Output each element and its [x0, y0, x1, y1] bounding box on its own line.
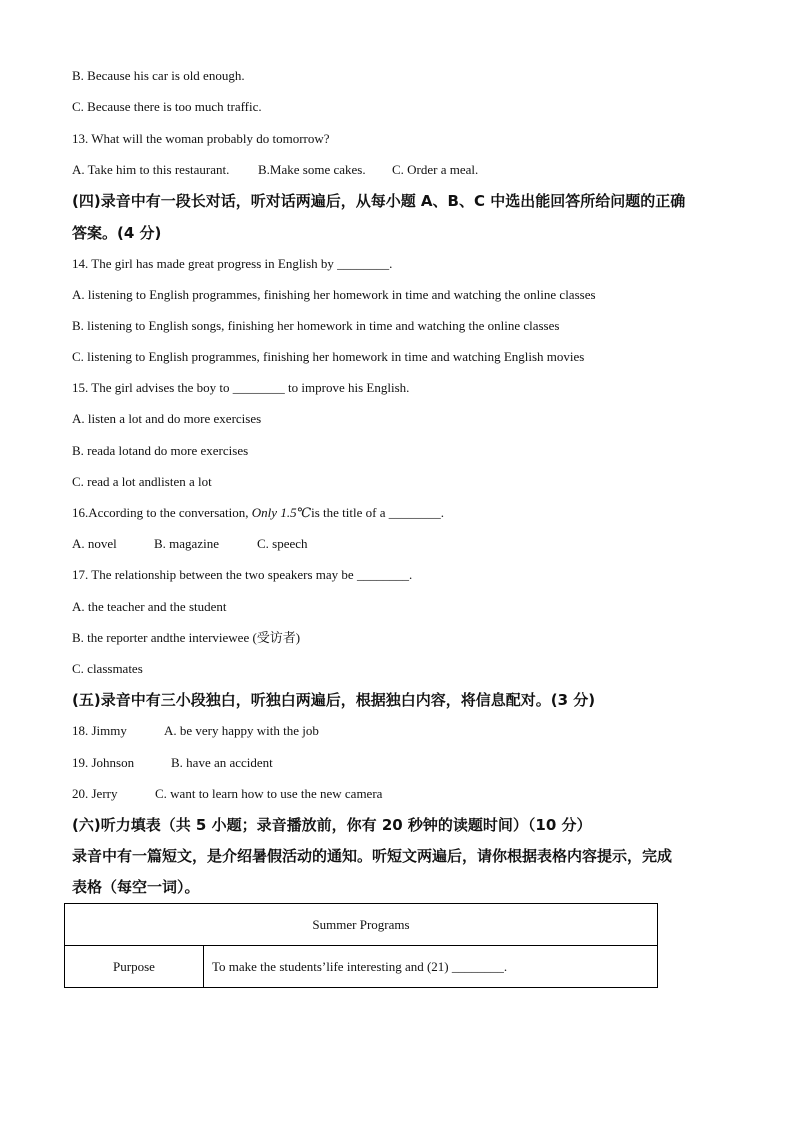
option-line: C. read a lot andlisten a lot: [72, 474, 212, 489]
match-name: 20. Jerry: [72, 786, 118, 801]
question-16-text: is the title of a ________.: [311, 505, 444, 520]
option-line: A. listen a lot and do more exercises: [72, 411, 262, 426]
question-16-text: 16.According to the conversation,: [72, 505, 252, 520]
question-13: 13. What will the woman probably do tomorrow?: [72, 131, 330, 146]
option-line: A. the teacher and the student: [72, 599, 227, 614]
option-line: B. Because his car is old enough.: [72, 68, 245, 83]
match-row: [72, 786, 382, 802]
table-row-value: To make the students’life interesting and (21) ________.: [204, 946, 658, 988]
section-5-heading: (五)录音中有三小段独白，听独白两遍后，根据独白内容，将信息配对。(3 分): [72, 691, 596, 709]
option-a: A. novel: [72, 536, 117, 551]
question-15: 15. The girl advises the boy to ________ to improve his English.: [72, 380, 410, 395]
option-line: C. Because there is too much traffic.: [72, 99, 262, 114]
table-row: [65, 946, 658, 988]
question-16-options: [72, 536, 308, 552]
table-title: Summer Programs: [65, 904, 658, 946]
option-b: B.Make some cakes.: [258, 162, 366, 177]
option-line: B. the reporter andthe interviewee (受访者): [72, 630, 301, 645]
option-a: A. Take him to this restaurant.: [72, 162, 230, 177]
section-4-heading: (四)录音中有一段长对话，听对话两遍后，从每小题 A、B、C 中选出能回答所给问题的正确: [72, 192, 686, 210]
option-line: B. listening to English songs, finishing her homework in time and watching the online classes: [72, 318, 560, 333]
match-option: A. be very happy with the job: [164, 723, 319, 738]
option-c: C. Order a meal.: [392, 162, 479, 177]
option-line: C. classmates: [72, 661, 143, 676]
table-row-label: Purpose: [65, 946, 204, 988]
section-4-heading-cont: 答案。(4 分): [72, 224, 162, 242]
question-14: 14. The girl has made great progress in English by ________.: [72, 256, 393, 271]
section-6-heading: (六)听力填表（共 5 小题；录音播放前，你有 20 秒钟的读题时间）（10 分）: [72, 816, 592, 834]
question-17: 17. The relationship between the two speakers may be ________.: [72, 567, 413, 582]
option-b: B. magazine: [154, 536, 219, 551]
question-16: [72, 505, 444, 521]
table-row: [65, 904, 658, 946]
option-line: B. reada lotand do more exercises: [72, 443, 249, 458]
option-line: A. listening to English programmes, finishing her homework in time and watching the online classes: [72, 287, 596, 302]
summer-programs-table: [64, 903, 658, 988]
match-name: 18. Jimmy: [72, 723, 127, 738]
match-option: B. have an accident: [171, 755, 273, 770]
match-row: [72, 755, 273, 771]
book-title: Only 1.5℃: [251, 505, 312, 520]
match-name: 19. Johnson: [72, 755, 135, 770]
match-row: [72, 723, 319, 739]
option-line: C. listening to English programmes, finishing her homework in time and watching English movies: [72, 349, 585, 364]
option-c: C. speech: [257, 536, 308, 551]
match-option: C. want to learn how to use the new camera: [155, 786, 383, 801]
section-6-instruction-cont: 表格（每空一词）。: [72, 878, 200, 896]
section-6-instruction: 录音中有一篇短文，是介绍暑假活动的通知。听短文两遍后，请你根据表格内容提示，完成: [72, 847, 673, 865]
question-13-options: [72, 162, 478, 178]
